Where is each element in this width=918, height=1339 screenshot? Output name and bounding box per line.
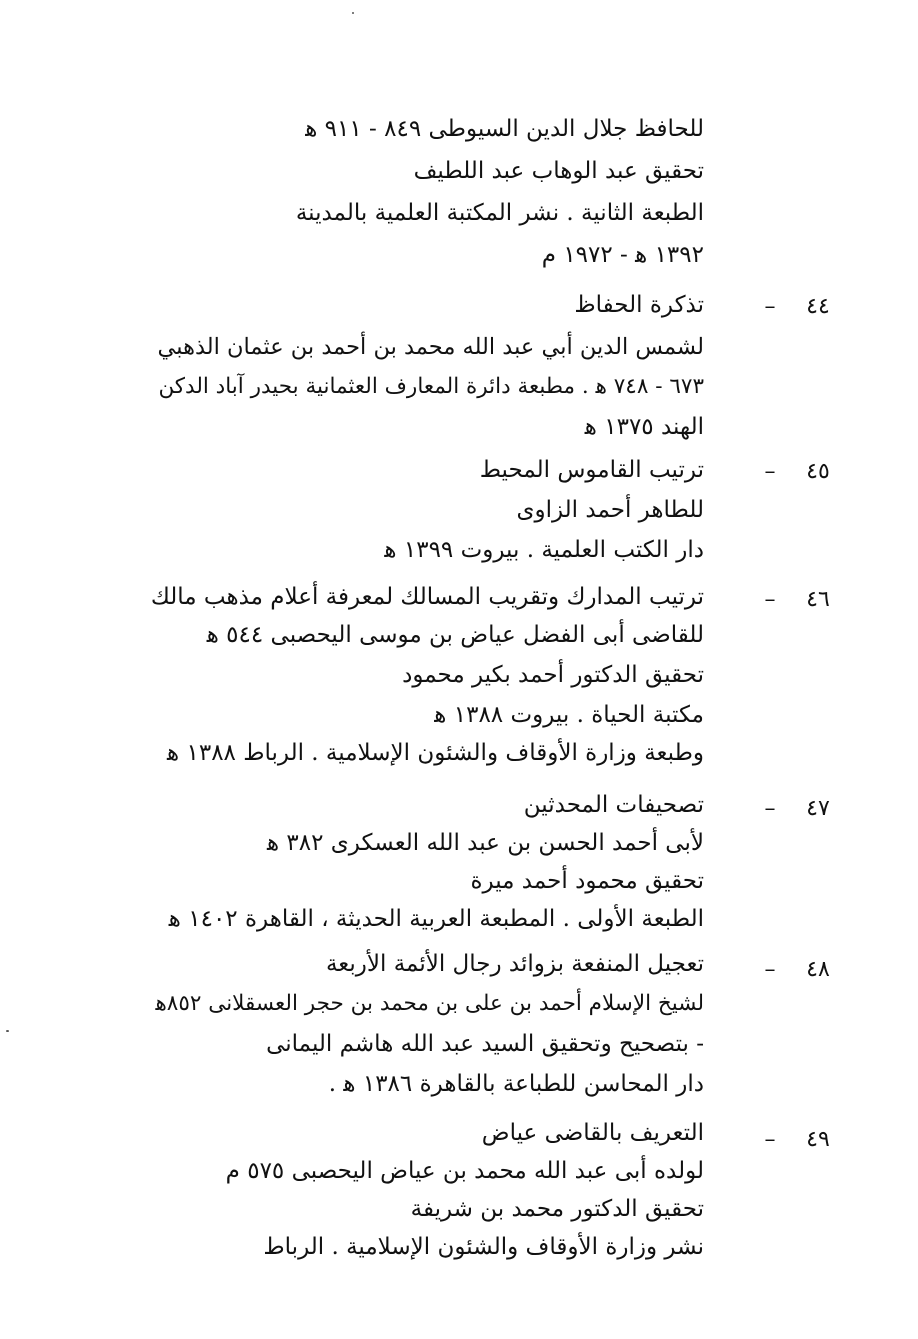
entry-line: للقاضى أبى الفضل عياض بن موسى اليحصبى ٥٤٤ ﻫ [206,622,704,648]
entry-line: مكتبة الحياة . بيروت ١٣٨٨ ﻫ [434,702,704,728]
entry-title: ترتيب المدارك وتقريب المسالك لمعرفة أعلام مذهب مالك [150,584,704,610]
entry-dash: – [764,459,776,484]
continuation-line-publisher: الطبعة الثانية . نشر المكتبة العلمية بالمدينة [295,200,704,226]
entry-number: ٤٨ [806,957,830,982]
entry-dash: – [764,587,776,612]
entry-number: ٤٩ [806,1127,830,1152]
entry-line: تحقيق محمود أحمد ميرة [470,868,704,894]
continuation-line-date: ١٣٩٢ ﻫ - ١٩٧٢ م [541,242,704,268]
entry-line: نشر وزارة الأوقاف والشئون الإسلامية . الرباط [263,1234,704,1260]
entry-line: لشمس الدين أبي عبد الله محمد بن أحمد بن عثمان الذهبي [157,334,704,360]
entry-number: ٤٧ [806,796,830,821]
entry-title: ترتيب القاموس المحيط [479,457,704,483]
entry-line: للطاهر أحمد الزاوى [516,497,704,523]
entry-number: ٤٤ [806,294,830,319]
entry-number: ٤٦ [806,587,830,612]
entry-number: ٤٥ [806,459,830,484]
entry-title: التعريف بالقاضى عياض [481,1120,704,1146]
entry-line: وطبعة وزارة الأوقاف والشئون الإسلامية . الرباط ١٣٨٨ ﻫ [167,740,704,766]
entry-line: الهند ١٣٧٥ ﻫ [584,414,704,440]
entry-dash: – [764,294,776,319]
entry-line: الطبعة الأولى . المطبعة العربية الحديثة ، القاهرة ١٤٠٢ ﻫ [168,906,704,932]
entry-line: ٦٧٣ - ٧٤٨ ﻫ . مطبعة دائرة المعارف العثمانية بحيدر آباد الدكن [158,374,704,399]
entry-line: لشيخ الإسلام أحمد بن على بن محمد بن حجر العسقلانى ٨٥٢ﻫ [155,991,704,1016]
entry-title: تذكرة الحفاظ [574,292,704,318]
scan-speck [6,1030,9,1032]
entry-title: تعجيل المنفعة بزوائد رجال الأئمة الأربعة [325,951,704,977]
entry-title: تصحيفات المحدثين [523,792,704,818]
entry-line: دار الكتب العلمية . بيروت ١٣٩٩ ﻫ [384,537,704,563]
entry-line: تحقيق الدكتور أحمد بكير محمود [402,662,704,688]
scan-speck [352,12,354,14]
entry-line: - بتصحيح وتحقيق السيد عبد الله هاشم اليمانى [266,1031,704,1057]
entry-line: تحقيق الدكتور محمد بن شريفة [410,1196,704,1222]
entry-dash: – [764,957,776,982]
entry-line: لأبى أحمد الحسن بن عبد الله العسكرى ٣٨٢ ﻫ [266,830,704,856]
continuation-line-editor: تحقيق عبد الوهاب عبد اللطيف [413,158,704,184]
entry-line: دار المحاسن للطباعة بالقاهرة ١٣٨٦ ﻫ . [328,1071,704,1097]
entry-line: لولده أبى عبد الله محمد بن عياض اليحصبى ٥٧٥ م [225,1158,704,1184]
continuation-line-author: للحافظ جلال الدين السيوطى ٨٤٩ - ٩١١ ﻫ [305,116,704,142]
entry-dash: – [764,1127,776,1152]
entry-dash: – [764,796,776,821]
